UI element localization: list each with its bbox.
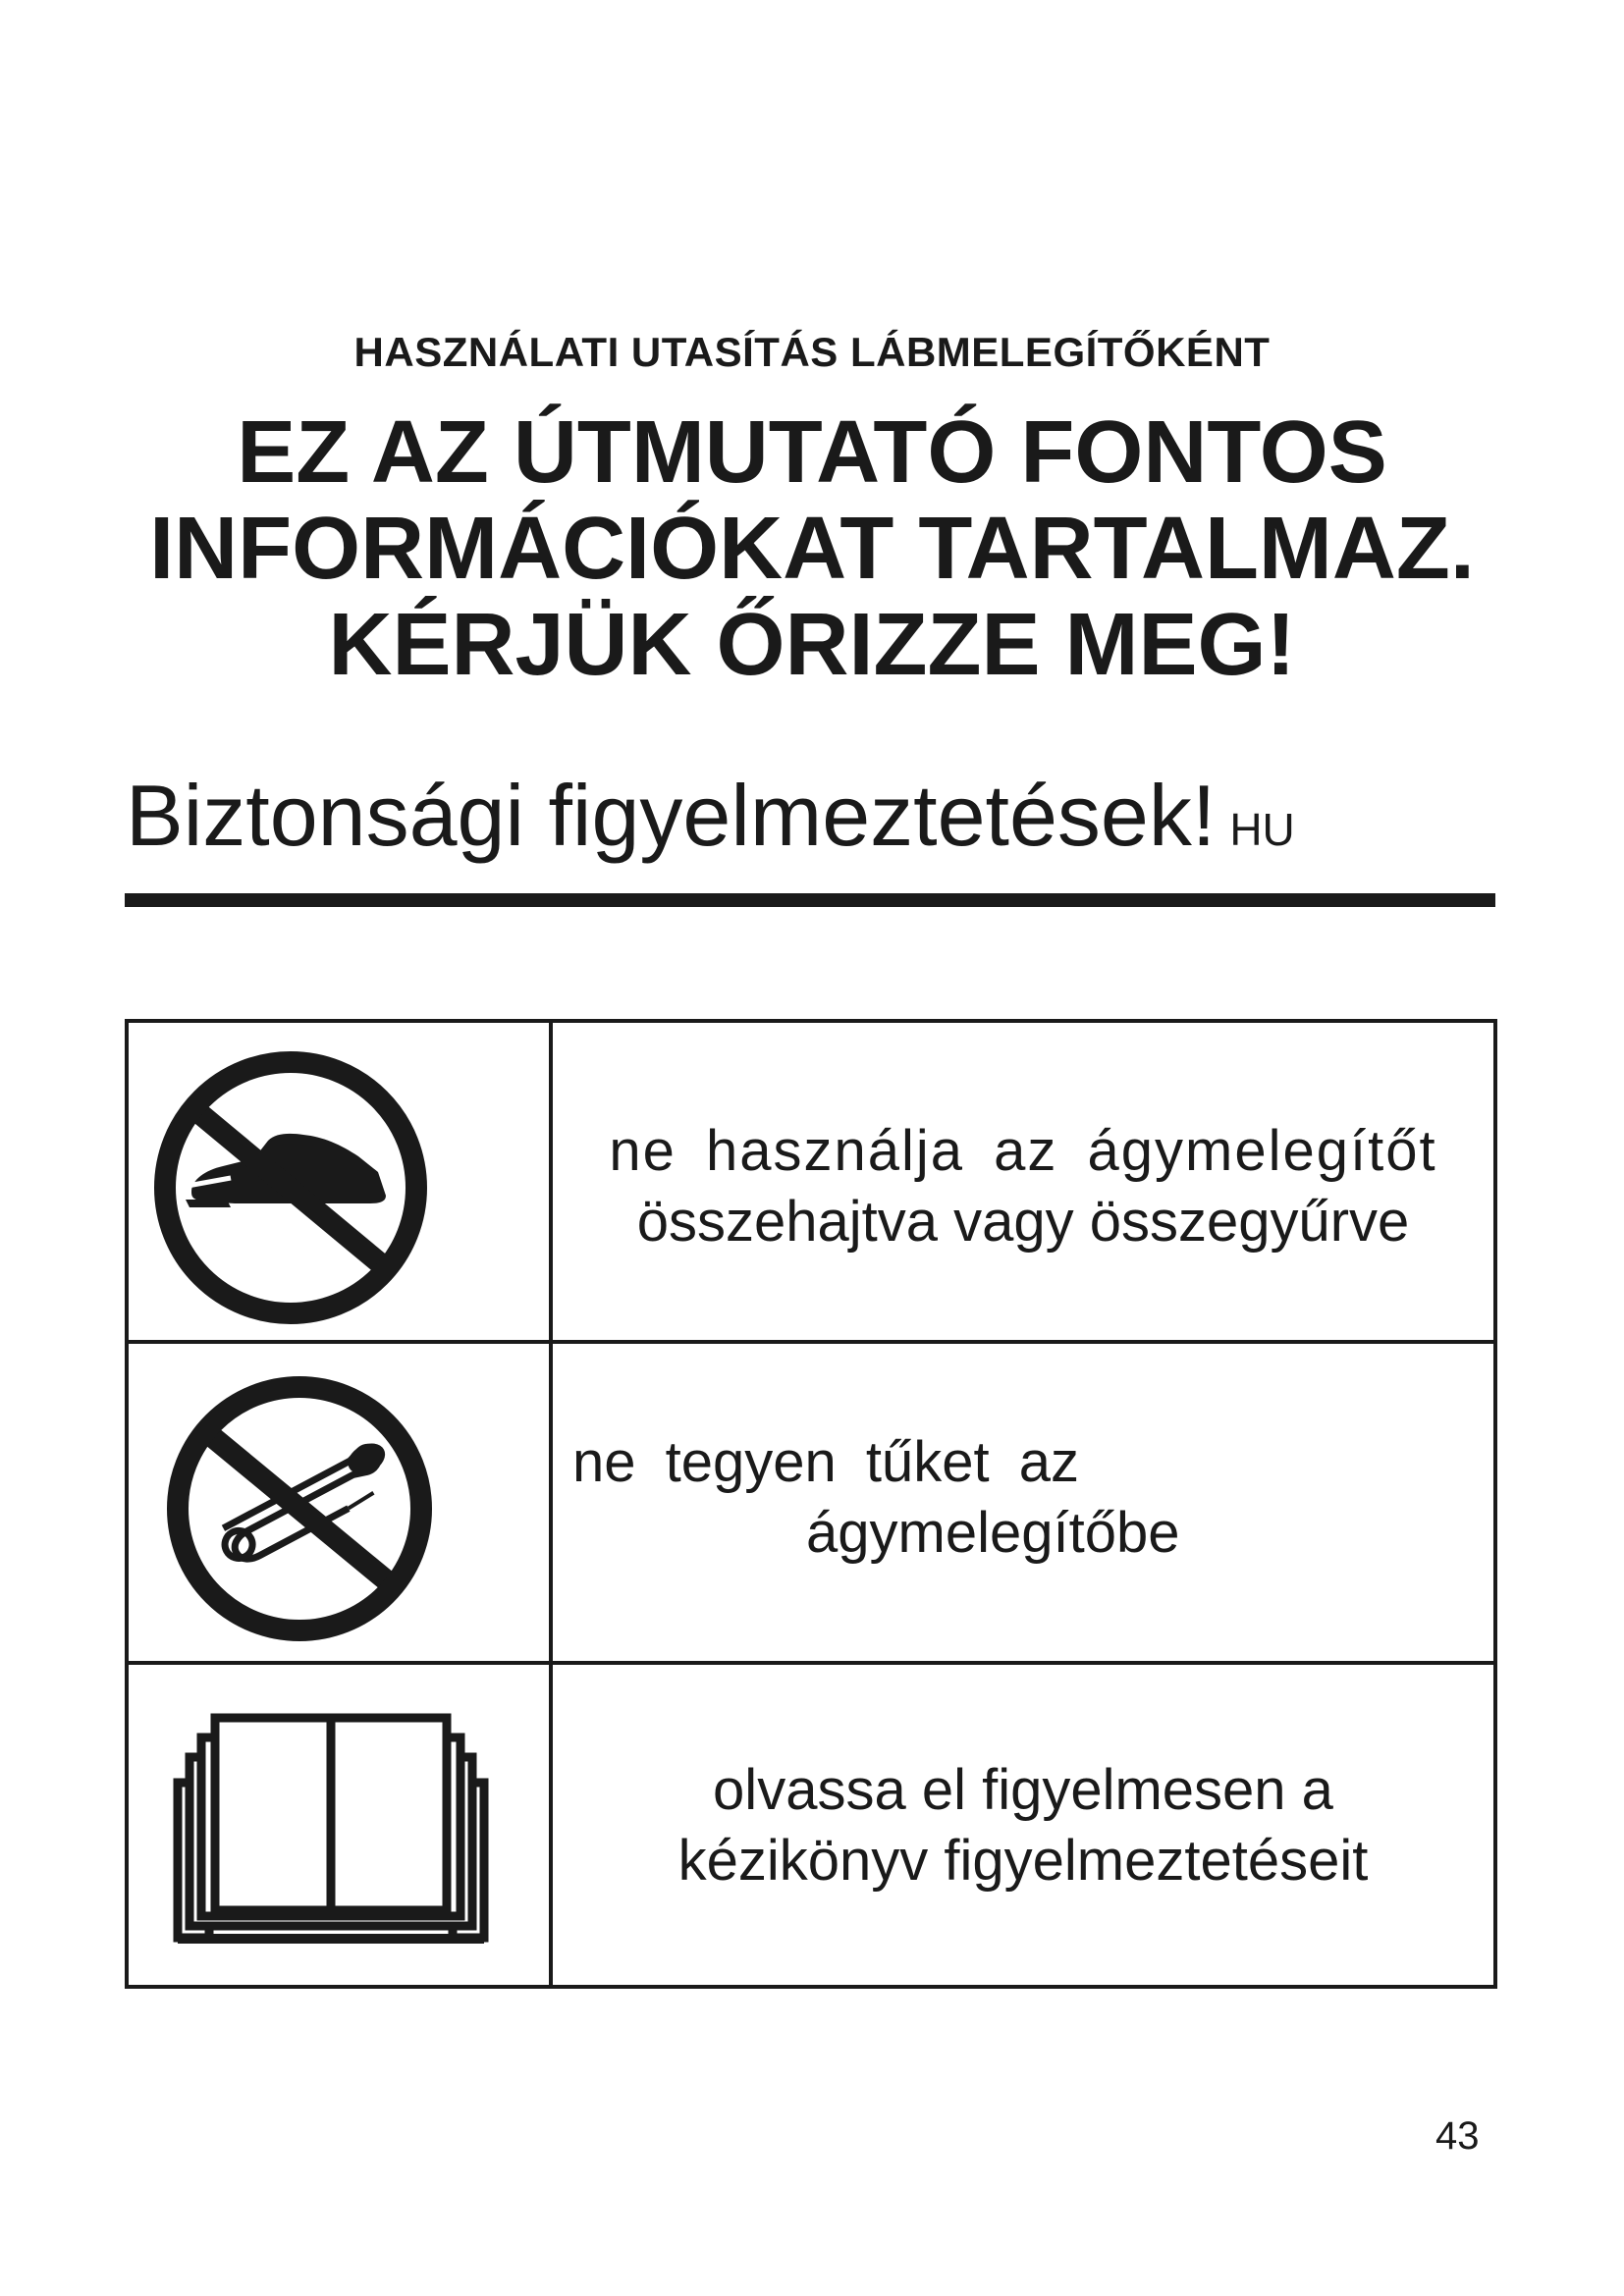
section-title <box>126 766 1295 866</box>
warning-text-line-2: kézikönyv figyelmeztetéseit <box>677 1829 1369 1893</box>
headline-line-3: KÉRJÜK ŐRIZZE MEG! <box>328 596 1296 694</box>
warning-row <box>129 1023 1493 1344</box>
warning-text-cell <box>553 1665 1493 1985</box>
headline <box>0 404 1624 693</box>
warning-text-line-2: összehajtva vagy összegyűrve <box>636 1190 1410 1254</box>
warning-icon-cell <box>129 1023 553 1340</box>
warning-text-line-1: ne használja az ágymelegítőt <box>609 1119 1437 1183</box>
warning-icon-cell <box>129 1344 553 1661</box>
no-pins-icon <box>129 1344 549 1661</box>
section-title-text: Biztonsági figyelmeztetések! <box>126 767 1217 864</box>
warning-row <box>129 1344 1493 1665</box>
warning-text-line-2: ágymelegítőbe <box>806 1501 1180 1565</box>
section-divider <box>125 893 1495 907</box>
document-subtitle: HASZNÁLATI UTASÍTÁS LÁBMELEGÍTŐKÉNT <box>353 329 1271 375</box>
no-folding-icon <box>129 1023 549 1340</box>
language-tag: HU <box>1229 804 1295 855</box>
warning-icon-cell <box>129 1665 553 1985</box>
read-manual-icon <box>129 1665 549 1981</box>
warning-text-cell <box>553 1344 1493 1661</box>
warning-row <box>129 1665 1493 1985</box>
headline-line-1: EZ AZ ÚTMUTATÓ FONTOS <box>237 403 1387 502</box>
warning-text-line-1: ne tegyen tűket az <box>572 1430 1079 1494</box>
warning-text-cell <box>553 1023 1493 1340</box>
warnings-table <box>125 1019 1497 1989</box>
page-number: 43 <box>1435 2114 1480 2158</box>
warning-text-line-1: olvassa el figyelmesen a <box>713 1758 1333 1822</box>
headline-line-2: INFORMÁCIÓKAT TARTALMAZ. <box>149 500 1475 598</box>
